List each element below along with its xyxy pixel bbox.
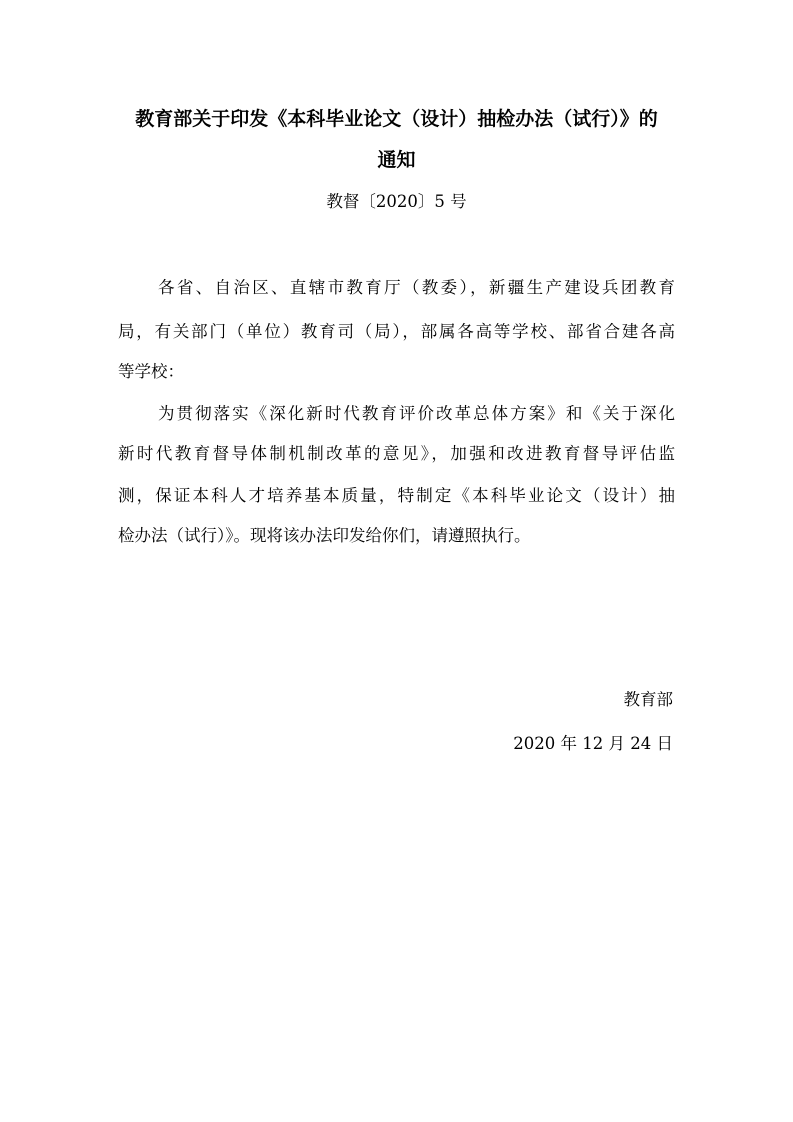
addressee-line-2: 局，有关部门（单位）教育司（局），部属各高等学校、部省合建各高 xyxy=(118,322,675,341)
addressee-line-1: 各省、自治区、直辖市教育厅（教委），新疆生产建设兵团教育 xyxy=(158,278,675,297)
body-line-4: 检办法（试行）》。现将该办法印发给你们，请遵照执行。 xyxy=(118,526,531,545)
document-number: 教督〔2020〕5 号 xyxy=(326,192,467,211)
issuer-signature: 教育部 xyxy=(623,690,673,709)
body-line-1: 为贯彻落实《深化新时代教育评价改革总体方案》和《关于深化 xyxy=(158,404,675,423)
document-title-line-2: 通知 xyxy=(377,149,416,171)
addressee-line-3: 等学校： xyxy=(118,362,184,381)
document-title-line-1: 教育部关于印发《本科毕业论文（设计）抽检办法（试行）》的 xyxy=(135,108,658,130)
issue-date: 2020 年 12 月 24 日 xyxy=(513,734,673,753)
body-line-3: 测，保证本科人才培养基本质量，特制定《本科毕业论文（设计）抽 xyxy=(118,486,675,505)
body-line-2: 新时代教育督导体制机制改革的意见》，加强和改进教育督导评估监 xyxy=(118,444,675,463)
